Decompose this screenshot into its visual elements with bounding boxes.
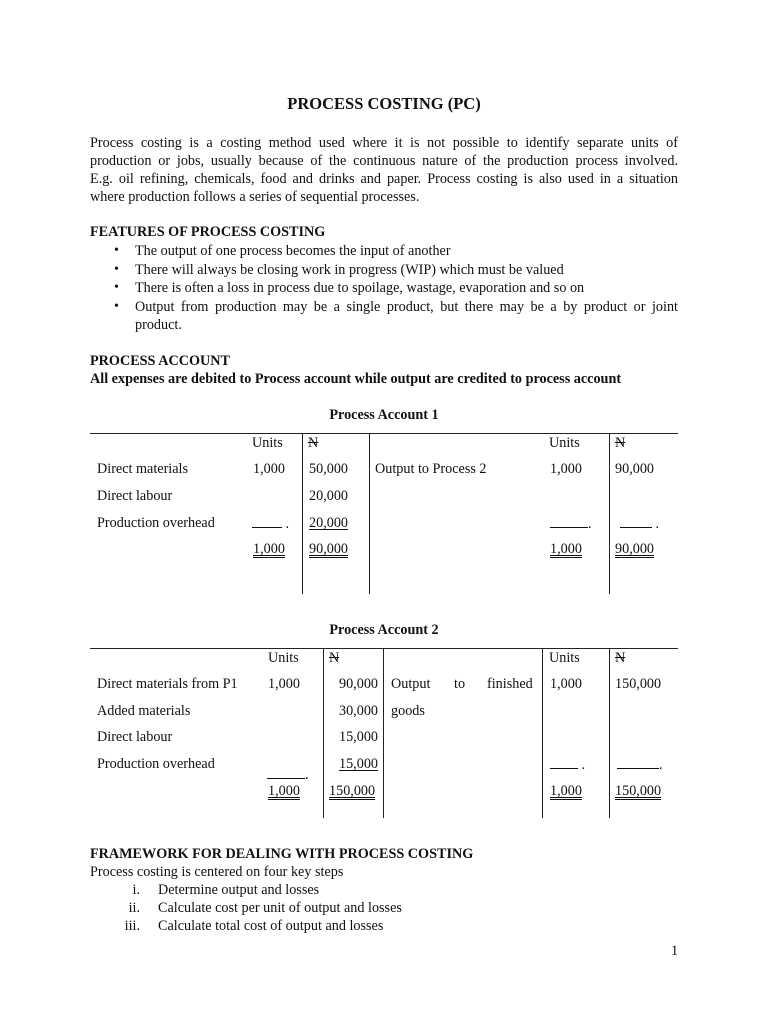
features-list (90, 242, 678, 335)
list-item-line: • Output from production may be a single product, but there may be a by product or joint (135, 298, 678, 315)
debit-total-amount: 150,000 (329, 783, 376, 799)
subtotal-rule: . (267, 767, 309, 784)
credit-units: 1,000 (550, 461, 582, 477)
debit-amount: 90,000 (338, 676, 378, 692)
credit-label-line2: goods (391, 703, 425, 719)
credit-total-units: 1,000 (550, 541, 582, 557)
debit-label: Direct materials (97, 461, 188, 477)
credit-label-word: finished (487, 676, 533, 692)
intro-line: E.g. oil refining, chemicals, food and drinks and paper. Process costing is also used in a situation (90, 171, 678, 187)
subtotal-rule: . (620, 515, 659, 533)
step-text: Calculate cost per unit of output and losses (158, 900, 402, 916)
step-number: i. (132, 882, 140, 898)
list-item: • There will always be closing work in progress (WIP) which must be valued (90, 261, 678, 280)
credit-label: Output to Process 2 (375, 461, 487, 477)
debit-label: Direct materials from P1 (97, 676, 238, 692)
debit-label: Direct labour (97, 729, 173, 745)
page-number: 1 (671, 943, 679, 959)
credit-total-units: 1,000 (550, 783, 582, 799)
features-heading: FEATURES OF PROCESS COSTING (90, 224, 326, 240)
subtotal-rule: . (550, 515, 592, 533)
naira-header: N (308, 435, 319, 451)
list-item: • The output of one process becomes the input of another (90, 242, 678, 261)
debit-units: 1,000 (268, 676, 300, 692)
naira-header: N (615, 650, 626, 666)
units-header: Units (252, 435, 283, 451)
debit-total-units: 1,000 (268, 783, 300, 799)
column-divider (542, 648, 543, 818)
debit-amount: 20,000 (309, 515, 349, 531)
account1-caption: Process Account 1 (329, 407, 439, 423)
list-item (90, 881, 402, 899)
list-item (90, 917, 402, 935)
credit-units: 1,000 (550, 676, 582, 692)
step-text: Determine output and losses (158, 882, 320, 898)
credit-amount: 150,000 (615, 676, 662, 692)
debit-label: Direct labour (97, 488, 173, 504)
list-item: • There is often a loss in process due to spoilage, wastage, evaporation and so on (90, 279, 678, 298)
intro-line: production or jobs, usually because of the continuous nature of the production process involved. (90, 153, 678, 169)
framework-intro: Process costing is centered on four key steps (90, 864, 344, 880)
subtotal-rule: . (550, 756, 585, 774)
column-divider (609, 648, 610, 818)
list-item-line: product. (135, 317, 182, 333)
credit-label-word: to (454, 676, 466, 692)
debit-total-units: 1,000 (253, 541, 285, 557)
column-divider (369, 433, 370, 594)
subtotal-rule: . (252, 515, 289, 533)
units-header: Units (549, 650, 580, 666)
step-number: iii. (124, 918, 140, 934)
column-divider (383, 648, 384, 818)
debit-total-amount: 90,000 (309, 541, 349, 557)
account2-caption: Process Account 2 (329, 622, 439, 638)
debit-units: 1,000 (253, 461, 285, 477)
intro-line: where production follows a series of sequential processes. (90, 189, 420, 205)
credit-amount: 90,000 (615, 461, 655, 477)
column-divider (609, 433, 610, 594)
debit-amount: 30,000 (338, 703, 378, 719)
debit-amount: 20,000 (309, 488, 349, 504)
debit-label: Production overhead (97, 756, 215, 772)
page-title: PROCESS COSTING (PC) (287, 94, 481, 113)
naira-header: N (615, 435, 626, 451)
debit-label: Production overhead (97, 515, 215, 531)
process-account-statement: All expenses are debited to Process account while output are credited to process account (90, 371, 622, 387)
column-divider (302, 433, 303, 594)
units-header: Units (268, 650, 299, 666)
subtotal-rule: . (617, 756, 663, 774)
units-header: Units (549, 435, 580, 451)
debit-label: Added materials (97, 703, 191, 719)
list-item (90, 298, 678, 335)
debit-amount: 15,000 (338, 756, 378, 772)
credit-total-amount: 150,000 (615, 783, 662, 799)
step-text: Calculate total cost of output and losses (158, 918, 384, 934)
credit-total-amount: 90,000 (615, 541, 655, 557)
list-item (90, 899, 402, 917)
step-number: ii. (128, 900, 140, 916)
debit-amount: 50,000 (309, 461, 349, 477)
table-top-rule (90, 648, 678, 649)
naira-header: N (329, 650, 340, 666)
table-top-rule (90, 433, 678, 434)
intro-paragraph (90, 134, 678, 206)
debit-amount: 15,000 (338, 729, 378, 745)
process-account-heading: PROCESS ACCOUNT (90, 353, 230, 369)
credit-label-word: Output (391, 676, 431, 692)
intro-line: Process costing is a costing method used where it is not possible to identify separate units of (90, 135, 678, 151)
framework-steps (90, 881, 402, 935)
framework-heading: FRAMEWORK FOR DEALING WITH PROCESS COSTING (90, 846, 474, 862)
